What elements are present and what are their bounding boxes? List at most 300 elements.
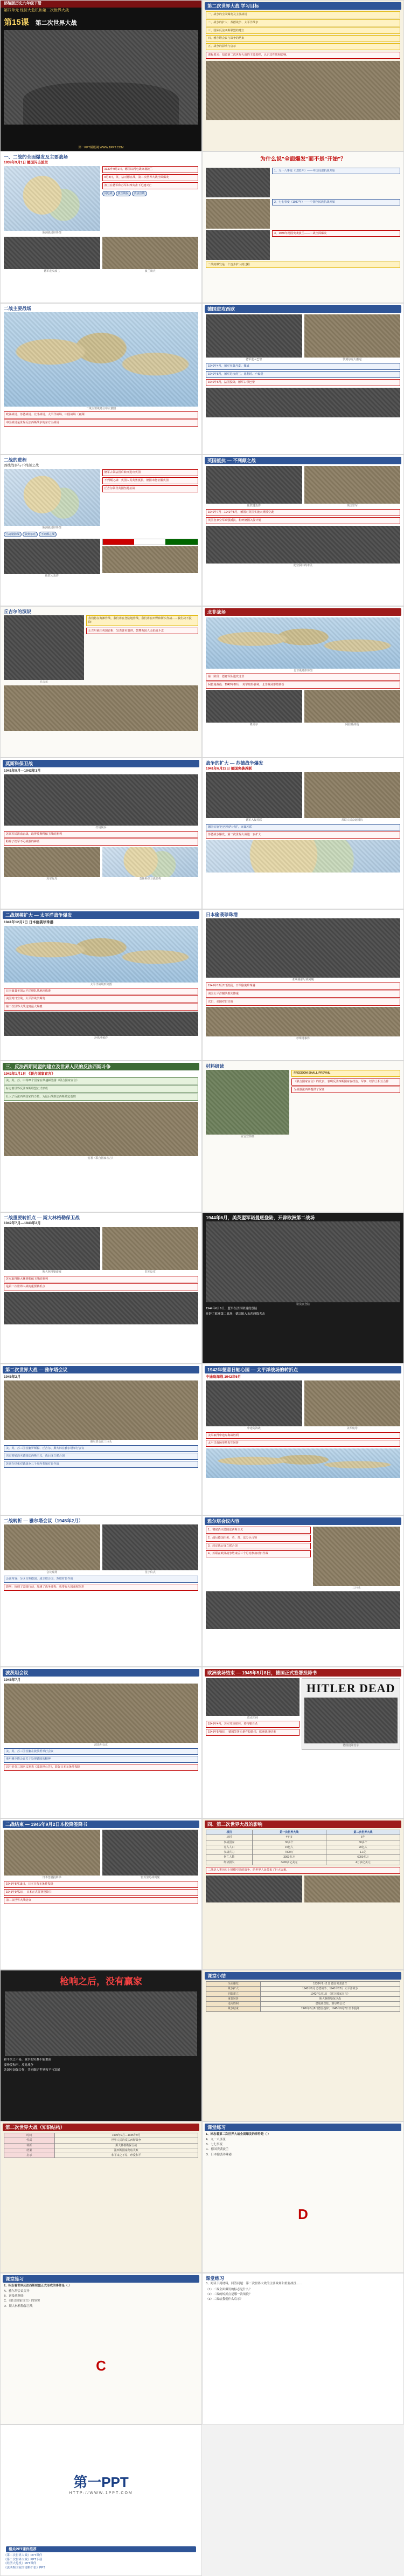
yalta1-cap: 雅尔塔会议三巨头 xyxy=(90,1440,112,1444)
impact-cell: 3000多万 xyxy=(252,1855,326,1860)
outline-item-4: 五、战争的影响与启示 xyxy=(206,43,400,50)
question-option-0: 1、九一八事变（1931年）——中国局部抗战开始 xyxy=(272,168,400,175)
slide-soviet-war[interactable] xyxy=(202,758,404,909)
progress-point-0: 德军占领法国后转而进攻英国 xyxy=(102,469,199,476)
soviet-cap-1: 苏联人民奋起抵抗 xyxy=(341,819,363,822)
structure-key: 时间 xyxy=(4,2133,55,2138)
slide-logo[interactable] xyxy=(0,2424,202,2576)
structure-val: 世界人民的反法西斯战争 xyxy=(54,2138,198,2143)
yaltac-item-1: 2、战后德国由美、英、苏、法分区占领 xyxy=(206,1535,311,1542)
soviet-photo-1 xyxy=(206,772,302,818)
outbreak-photo-2 xyxy=(102,237,199,269)
outbreak-title: 一、二战的全面爆发及主要战场 xyxy=(4,154,68,160)
material-point-0: 《联合国家宣言》的发表，表明反法西斯国家在政治、军事、经济上相互合作 xyxy=(291,1079,400,1086)
moscow-cap-0: 红场阅兵 xyxy=(95,826,107,830)
impact-note: 二战是人类历史上规模空前的战争，给世界人民带来了巨大灾难。 xyxy=(206,1867,400,1874)
structure-title: 第二次世界大战（知识结构） xyxy=(3,2124,199,2131)
table-row xyxy=(206,1982,400,1987)
impact-cell: 历时 xyxy=(206,1835,253,1840)
slide-potsdam[interactable] xyxy=(0,1667,202,1818)
summary-key: 重要转折 xyxy=(206,1996,261,2001)
soviet-point-0: 德国实施"巴巴罗萨计划"，突袭苏联 xyxy=(206,824,400,831)
slide-alliance[interactable] xyxy=(0,1061,202,1212)
ex2-option-c[interactable]: C．《联合国家宣言》的签署 xyxy=(4,2299,40,2303)
progress-photo-2 xyxy=(102,546,199,573)
slide-no-winner[interactable] xyxy=(0,1970,202,2121)
west-cap-1: 敦刻尔克大撤退 xyxy=(343,358,362,362)
slide-material-study[interactable] xyxy=(202,1061,404,1212)
cover-lesson-num: 第15课 xyxy=(4,17,29,27)
question-option-1: 2、七七事变（1937年）——中国全民族抗战开始 xyxy=(272,199,400,206)
nowinner-point-1: 要珍爱和平、反对战争 xyxy=(4,2063,34,2067)
slide-cover[interactable] xyxy=(0,0,202,152)
table-row xyxy=(206,1840,400,1845)
alliance-title: 三、反法西斯同盟的建立及世界人民的反法西斯斗争 xyxy=(3,1063,199,1070)
ger-cap-1: 德国投降签字 xyxy=(343,1743,359,1747)
ger-point-1: 1945年5月8日，德国签署无条件投降书，欧洲战事结束 xyxy=(206,1729,299,1736)
structure-key: 启示 xyxy=(4,2153,55,2158)
outbreak-cap-1: 波兰骑兵 xyxy=(144,269,156,273)
soviet-map xyxy=(206,840,400,873)
slide-yalta-2[interactable] xyxy=(0,1515,202,1667)
table-row xyxy=(206,1855,400,1860)
theatres-point-1: 中国战场是世界反法西斯战争的东方主战场 xyxy=(4,420,198,427)
ex1-option-a[interactable]: A．九一八事变 xyxy=(206,2138,226,2141)
yaltac-cap: 三巨头 xyxy=(352,1586,361,1590)
west-photo-1 xyxy=(206,314,302,358)
ex3-sub-0: （1）二战全面爆发的标志是什么？ xyxy=(206,2288,252,2291)
stalingrad-point-0: 苏军取得斯大林格勒保卫战的胜利 xyxy=(4,1276,198,1283)
impact-cell: 60多个 xyxy=(326,1840,400,1845)
pearl-photo-2 xyxy=(206,1007,400,1036)
slide-summary[interactable] xyxy=(202,1970,404,2121)
alliance-point-1: 标志着世界反法西斯联盟正式形成 xyxy=(4,1086,198,1093)
potsdam-subtitle: 1945年7月 xyxy=(4,1678,21,1682)
britain-cap-2: 防空洞中的市民 xyxy=(293,564,312,567)
midway-cap-0: 中途岛海战 xyxy=(247,1427,261,1431)
pacific-cap-0: 珍珠港被炸 xyxy=(94,1036,108,1040)
progress-tag-0: 马奇诺防线 xyxy=(4,532,22,537)
ger-cap-0: 攻克柏林 xyxy=(247,1716,258,1720)
yaltac-item-0: 1、彻底消灭德国法西斯主义 xyxy=(206,1527,311,1534)
ex1-title: 课堂练习 xyxy=(205,2124,401,2131)
structure-key: 转折 xyxy=(4,2143,55,2148)
slide-outline[interactable] xyxy=(202,0,404,152)
yaltac-item-2: 3、决定战后成立联合国 xyxy=(206,1543,311,1550)
nowinner-photo xyxy=(5,1991,197,2056)
ex2-option-b[interactable]: B．诺曼底登陆 xyxy=(4,2295,24,2298)
progress-cap-0: 欧洲战场形势图 xyxy=(42,526,61,530)
ex1-answer: D xyxy=(298,2206,308,2223)
yalta1-title: 第二次世界大战 — 雅尔塔会议 xyxy=(3,1366,199,1373)
cover-photo xyxy=(4,30,198,125)
midway-point-0: 美军取得中途岛海战胜利 xyxy=(206,1432,400,1439)
ex2-question: 2、标志着世界反法西斯联盟正式形成的事件是（ ） xyxy=(4,2284,72,2288)
progress-photo xyxy=(4,539,100,574)
progress-title: 二战的进程 xyxy=(4,457,27,463)
africa-cap-1: 隆美尔 xyxy=(249,723,258,726)
slide-structure[interactable] xyxy=(0,2121,202,2273)
ger-photo-1 xyxy=(206,1678,299,1716)
west-cap-0: 德军进入巴黎 xyxy=(246,358,262,362)
slide-yalta-content[interactable] xyxy=(202,1515,404,1667)
summary-val: 1945年5月8日德国投降；1945年9月2日日本投降 xyxy=(260,2007,400,2011)
table-row xyxy=(4,2143,198,2148)
table-row xyxy=(206,1987,400,1991)
table-row xyxy=(4,2153,198,2158)
slide-moscow[interactable] xyxy=(0,758,202,909)
summary-key: 战争扩大 xyxy=(206,1987,261,1991)
table-row xyxy=(206,2002,400,2007)
structure-val: 法西斯国家彻底失败 xyxy=(54,2148,198,2153)
outbreak-cap-0: 德军进攻波兰 xyxy=(44,269,60,273)
material-point-1: 为战胜法西斯提供了保证 xyxy=(291,1087,400,1094)
ex2-option-d[interactable]: D．斯大林格勒保卫战 xyxy=(4,2304,33,2308)
impact-table xyxy=(206,1830,400,1865)
table-row xyxy=(4,2133,198,2138)
related-title: 相关PPT课件推荐 xyxy=(6,2546,196,2553)
progress-point-1: 不列颠之战：英国人民英勇抵抗，德国未能征服英国 xyxy=(102,477,199,484)
slide-outbreak[interactable] xyxy=(0,152,202,303)
impact-cell: 参战国家 xyxy=(206,1840,253,1845)
britain-photo-2 xyxy=(304,466,401,504)
summary-val: 1939年9月1日 德国突袭波兰 xyxy=(260,1982,400,1987)
potsdam-title: 波茨坦会议 xyxy=(3,1669,199,1677)
summary-val: 1941年6月 苏德战争；1941年12月 太平洋战争 xyxy=(260,1987,400,1991)
structure-table xyxy=(4,2133,198,2158)
jp-cap-1: 密苏里号战列舰 xyxy=(141,1876,160,1880)
structure-val: 1939年9月—1945年9月 xyxy=(54,2133,198,2138)
impact-cell: 7000万 xyxy=(252,1850,326,1855)
midway-photo-2 xyxy=(304,1380,401,1426)
soviet-point-1: 苏德战争爆发，第二次世界大战进一步扩大 xyxy=(206,832,400,839)
slide-north-africa[interactable] xyxy=(202,606,404,758)
jp-point-2: 第二次世界大战结束 xyxy=(4,1897,198,1904)
impact-th-2: 第二次世界大战 xyxy=(326,1830,400,1835)
progress-map xyxy=(4,469,100,526)
potsdam-point-2: 以中美英三国名义发表《波茨坦公告》，敦促日本无条件投降 xyxy=(4,1764,198,1771)
ger-photo-2 xyxy=(304,1698,398,1743)
impact-cell: 20亿人 xyxy=(326,1845,400,1850)
impact-cell: 3400多亿美元 xyxy=(252,1860,326,1865)
outbreak-subtitle: 1939年9月1日 德国闪击波兰 xyxy=(4,161,48,165)
ex1-option-c[interactable]: C．德国突袭波兰 xyxy=(206,2148,229,2152)
impact-cell: 15亿人 xyxy=(252,1845,326,1850)
ex3-sub-1: （2）二战的转折点是哪一次战役？ xyxy=(206,2293,252,2297)
slide-impact-table[interactable] xyxy=(202,1818,404,1970)
pacific-point-1: 美国对日宣战，太平洋战争爆发 xyxy=(4,995,198,1002)
impact-th-0: 项目 xyxy=(206,1830,253,1835)
midway-point-1: 太平洋战场形势发生转折 xyxy=(206,1440,400,1447)
midway-photo-1 xyxy=(206,1380,302,1426)
progress-cap-1: 伦敦大轰炸 xyxy=(45,574,59,578)
africa-cap-0: 北非战场形势图 xyxy=(293,669,312,673)
jp-cap-0: 日本签署投降书 xyxy=(42,1876,61,1880)
midway-subtitle: 中途岛海战 1942年6月 xyxy=(206,1375,241,1379)
churchill-photo-2 xyxy=(4,685,198,731)
impact-cell: 30多个 xyxy=(252,1840,326,1845)
jp-point-1: 1945年9月2日，日本正式签署投降书 xyxy=(4,1889,198,1896)
summary-val: 诺曼底登陆、雅尔塔会议 xyxy=(260,2002,400,2007)
soviet-photo-2 xyxy=(304,772,401,818)
west-point-0: 1940年4月，德军突袭丹麦、挪威 xyxy=(206,363,400,370)
stalingrad-subtitle: 1942年7月—1943年2月 xyxy=(4,1221,41,1226)
ex3-title: 课堂练习 xyxy=(206,2276,225,2281)
outline-title: 第二次世界大战 学习目标 xyxy=(205,2,401,10)
question-photo-1 xyxy=(206,168,270,197)
stalingrad-cap-0: 斯大林格勒废墟 xyxy=(42,1270,61,1274)
africa-map xyxy=(206,617,400,669)
soviet-title: 战争的扩大 — 苏德战争爆发 xyxy=(206,760,263,766)
impact-cell: 6000多万 xyxy=(326,1855,400,1860)
summary-key: 战争结束 xyxy=(206,2007,261,2011)
slide-britain[interactable] xyxy=(202,455,404,606)
ex1-option-d[interactable]: D．日本偷袭珍珠港 xyxy=(206,2153,232,2156)
africa-title: 北非战场 xyxy=(205,608,401,616)
material-poster xyxy=(206,1070,289,1135)
summary-key: 全面爆发 xyxy=(206,1982,261,1987)
yalta2-point-1: 影响：协调了盟国行动，加速了战争进程；也带有大国强权色彩 xyxy=(4,1584,198,1591)
ex2-option-a[interactable]: A．雅尔塔会议召开 xyxy=(4,2289,30,2293)
outbreak-tag-2: 英法宣战 xyxy=(132,191,147,196)
alliance-point-0: 美、英、苏、中等26个国家在华盛顿签署《联合国家宣言》 xyxy=(4,1077,198,1084)
cover-title: 第二次世界大战 xyxy=(35,19,77,26)
impact-cell: 经济损失 xyxy=(206,1860,253,1865)
africa-photo-2 xyxy=(304,690,401,723)
moscow-point-0: 苏联军民浴血奋战，取得莫斯科保卫战的胜利 xyxy=(4,831,198,838)
table-row xyxy=(206,1845,400,1850)
yalta1-subtitle: 1945年2月 xyxy=(4,1375,21,1379)
theatres-cap: 二战主要战场分布示意图 xyxy=(86,407,116,411)
cover-footer: 第一PPT模板网 WWW.1PPT.COM xyxy=(78,146,124,150)
alliance-cap: 签署《联合国家宣言》 xyxy=(87,1156,115,1160)
normandy-photo xyxy=(206,1221,400,1302)
pacific-point-2: 第二次世界大战达到最大规模 xyxy=(4,1004,198,1011)
west-photo-3 xyxy=(206,388,400,417)
pacific-subtitle: 1941年12月7日 日本偷袭珍珠港 xyxy=(4,921,54,925)
britain-photo-1 xyxy=(206,466,302,504)
ger-headline: HITLER DEAD xyxy=(307,1681,395,1695)
pacific-map xyxy=(4,926,198,983)
west-point-2: 1940年6月，法国投降，德军占领巴黎 xyxy=(206,379,400,386)
ex2-answer: C xyxy=(96,2358,106,2374)
moscow-map xyxy=(102,847,199,877)
yalta1-point-0: 美、英、苏三国首脑罗斯福、丘吉尔、斯大林在雅尔塔举行会议 xyxy=(4,1445,198,1452)
britain-point-0: 1940年7月—1941年5月，德国对英国实施大规模空袭 xyxy=(206,509,400,516)
ger-point-0: 1945年4月，苏军攻克柏林，希特勒自杀 xyxy=(206,1721,299,1728)
summary-key: 同盟建立 xyxy=(206,1991,261,1996)
table-row xyxy=(206,1835,400,1840)
ex1-option-b[interactable]: B．七七事变 xyxy=(206,2143,223,2147)
stalingrad-photo-3 xyxy=(4,1292,198,1324)
jp-title: 二战结束 — 1945年9月2日本投降签降书 xyxy=(3,1821,199,1828)
moscow-photo-1 xyxy=(4,774,198,826)
impact-cell: 4万多亿美元 xyxy=(326,1860,400,1865)
outbreak-point-0: 1939年9月1日，德国以闪电战突袭波兰 xyxy=(102,166,199,173)
impact-photo-2 xyxy=(304,1876,401,1902)
table-row xyxy=(4,2138,198,2143)
africa-point-0: 第一阶段：德意军队进攻北非 xyxy=(206,674,400,681)
pacific-point-0: 日本偷袭美国太平洋舰队基地珍珠港 xyxy=(4,988,198,995)
impact-cell: 卷入人口 xyxy=(206,1845,253,1850)
alliance-point-2: 壮大了反法西斯国家的力量，为最后战胜法西斯奠定基础 xyxy=(4,1094,198,1101)
slide-exercise-3[interactable] xyxy=(202,2273,404,2424)
impact-cell: 4年多 xyxy=(252,1835,326,1840)
midway-title: 1942年德意日轴心国 — 太平洋战场的转折点 xyxy=(205,1366,401,1373)
ger-title: 欧洲战场结束 — 1945年5月8日，德国正式签署投降书 xyxy=(205,1669,401,1677)
cover-band: 部编版历史九年级下册 xyxy=(1,1,201,8)
pearl-point-0: 1941年12月7日清晨，日军偷袭珍珠港 xyxy=(206,983,400,990)
midway-cap-1: 美军航母 xyxy=(346,1427,358,1431)
slide-japan-surrender[interactable] xyxy=(0,1818,202,1970)
moscow-point-1: 粉碎了德军不可战胜的神话 xyxy=(4,839,198,846)
table-row xyxy=(4,2148,198,2153)
pearl-cap-0: 亚利桑那号战列舰 xyxy=(292,978,314,982)
table-row xyxy=(206,1991,400,1996)
nowinner-title: 枪响之后，没有赢家 xyxy=(60,1976,142,1987)
outbreak-map xyxy=(4,166,100,231)
yaltac-photo xyxy=(313,1527,400,1586)
structure-key: 结果 xyxy=(4,2148,55,2153)
logo-text: 第一PPT xyxy=(73,2474,129,2490)
logo-url: HTTP://WWW.1PPT.COM xyxy=(69,2491,133,2495)
impact-title: 四、第二次世界大战的影响 xyxy=(205,1821,401,1828)
progress-tag-2: 不列颠之战 xyxy=(39,532,57,537)
slide-theatres[interactable] xyxy=(0,303,202,455)
question-photo-2 xyxy=(206,199,270,229)
ex3-question: 3、阅读下列材料，回答问题：第二次世界大战的主要战场和重要战役…… xyxy=(206,2282,303,2286)
outline-photo xyxy=(206,61,400,120)
yalta1-point-2: 苏联在结束对德战争三个月内参加对日作战 xyxy=(4,1461,198,1468)
structure-val: 和平来之不易，珍爱和平 xyxy=(54,2153,198,2158)
related-item-1[interactable]: 《第二次世界大战》PPT下载 xyxy=(4,2558,43,2561)
stalingrad-cap-1: 苏军反攻 xyxy=(144,1270,156,1274)
jp-point-0: 1945年8月15日，日本宣布无条件投降 xyxy=(4,1881,198,1888)
slide-churchill[interactable] xyxy=(0,606,202,758)
moscow-cap-2: 莫斯科保卫战形势 xyxy=(139,877,161,881)
slide-west-europe[interactable] xyxy=(202,303,404,455)
cover-unit: 第四单元 经济大危机和第二次世界大战 xyxy=(4,8,69,12)
normandy-point-0: 1944年6月6日，盟军在法国诺曼底登陆 xyxy=(206,1307,257,1311)
outbreak-tag-1: 波兰战役 xyxy=(116,191,131,196)
structure-val: 斯大林格勒保卫战 xyxy=(54,2143,198,2148)
pearl-cap-1: 珍珠港事件 xyxy=(296,1036,310,1040)
ex2-title: 课堂练习 xyxy=(3,2275,199,2283)
west-title: 德国进攻西欧 xyxy=(205,305,401,313)
normandy-point-1: 开辟了欧洲第二战场，德国陷入东西两线夹击 xyxy=(206,1312,266,1316)
stalingrad-title: 二战重要转折点 — 斯大林格勒保卫战 xyxy=(4,1215,80,1220)
slide-yalta-1[interactable] xyxy=(0,1364,202,1515)
slide-midway[interactable] xyxy=(202,1364,404,1515)
yalta2-photo-2 xyxy=(102,1524,199,1570)
nowinner-point-0: 和平来之不易，战争的灾难不能重演 xyxy=(4,2058,52,2062)
slide-exercise-1[interactable] xyxy=(202,2121,404,2273)
related-item-2[interactable]: 《经济大危机》PPT课件 xyxy=(4,2562,37,2566)
slide-progress[interactable] xyxy=(0,455,202,606)
midway-map xyxy=(206,1448,400,1478)
alliance-photo xyxy=(4,1102,198,1156)
slide-exercise-2[interactable] xyxy=(0,2273,202,2424)
churchill-cap: 丘吉尔 xyxy=(39,681,48,684)
question-photo-3 xyxy=(206,230,270,260)
outline-item-0: 一、战争的全面爆发及主要战场 xyxy=(206,11,400,18)
slide-pearl-harbor[interactable] xyxy=(202,909,404,1061)
nowinner-point-2: 各国应加强合作，共同维护世界和平与发展 xyxy=(4,2069,60,2072)
material-title: 材料研读 xyxy=(206,1063,225,1069)
yalta2-title: 二战转折 — 雅尔塔会议（1945年2月） xyxy=(4,1518,83,1523)
pacific-photo xyxy=(4,1012,198,1036)
pearl-photo-1 xyxy=(206,918,400,978)
impact-photo-1 xyxy=(206,1876,302,1902)
stalingrad-photo-2 xyxy=(102,1227,199,1270)
progress-point-2: 丘吉尔领导英国坚持抗战 xyxy=(102,485,199,492)
slide-pacific-war[interactable] xyxy=(0,909,202,1061)
churchill-point: 丘吉尔就任英国首相，发表著名演讲，鼓舞英国人民抗战斗志 xyxy=(86,628,198,635)
potsdam-point-1: 重申雅尔塔会议关于处理德国的精神 xyxy=(4,1756,198,1763)
progress-flag xyxy=(102,539,199,545)
question-title: 为什么说"全面爆发"而不是"开始"？ xyxy=(260,156,346,162)
impact-th-1: 第一次世界大战 xyxy=(252,1830,326,1835)
slide-germany-surrender[interactable] xyxy=(202,1667,404,1818)
moscow-cap-1: 苏军反攻 xyxy=(46,877,58,881)
west-point-1: 1940年5月，德军进攻荷兰、比利时、卢森堡 xyxy=(206,371,400,378)
west-photo-2 xyxy=(304,314,401,358)
summary-val: 斯大林格勒保卫战 xyxy=(260,1996,400,2001)
impact-cell: 1.1亿 xyxy=(326,1850,400,1855)
churchill-title: 丘吉尔的演说 xyxy=(4,609,32,614)
soviet-subtitle: 1941年6月22日 德国突袭苏联 xyxy=(206,767,252,771)
jp-photo-1 xyxy=(4,1830,100,1876)
impact-cell: 伤亡人数 xyxy=(206,1855,253,1860)
question-note: 二战的爆发是一个逐步扩大的过程 xyxy=(206,262,400,269)
progress-tag-1: 敦刻尔克 xyxy=(23,532,38,537)
moscow-photo-2 xyxy=(4,847,100,877)
stalingrad-photo-1 xyxy=(4,1227,100,1270)
ex1-question: 1、标志着第二次世界大战全面爆发的事件是（ ） xyxy=(206,2133,271,2137)
soviet-cap-0: 德军入侵苏联 xyxy=(246,819,262,822)
jp-photo-2 xyxy=(102,1830,199,1876)
ex3-sub-2: （3）二战给我们什么启示？ xyxy=(206,2298,243,2302)
impact-cell: 参战兵力 xyxy=(206,1850,253,1855)
britain-title: 英国抵抗 — 不列颠之战 xyxy=(205,457,401,464)
slide-stalingrad[interactable] xyxy=(0,1212,202,1364)
slide-question-outbreak[interactable] xyxy=(202,152,404,303)
summary-key: 走向胜利 xyxy=(206,2002,261,2007)
africa-cap-2: 阿拉曼战役 xyxy=(345,723,359,726)
outbreak-tag-0: 闪电战 xyxy=(102,191,115,196)
outbreak-cap-2: 欧洲战场形势图 xyxy=(42,231,61,235)
related-item-3[interactable]: 《法西斯国家的侵略扩张》PPT xyxy=(4,2566,45,2570)
slide-normandy[interactable] xyxy=(202,1212,404,1364)
britain-photo-3 xyxy=(206,526,400,564)
potsdam-photo xyxy=(4,1684,198,1743)
stalingrad-point-1: 是第二次世界大战的重要转折点 xyxy=(4,1283,198,1290)
britain-cap-1: 英国空军 xyxy=(346,504,358,508)
yaltac-item-3: 4、苏联在欧洲战争结束后三个月内参加对日作战 xyxy=(206,1550,311,1557)
outline-item-2: 三、国际反法西斯联盟的建立 xyxy=(206,28,400,35)
outbreak-point-1: 9月3日，英、法对德宣战，第二次世界大战全面爆发 xyxy=(102,174,199,181)
yalta2-cap-1: 签字仪式 xyxy=(144,1571,156,1575)
impact-cell: 6年 xyxy=(326,1835,400,1840)
africa-point-1: 阿拉曼战役：1942年10月，英军取得胜利，北非战场形势转折 xyxy=(206,682,400,689)
pearl-point-2: 次日，美国对日宣战 xyxy=(206,999,400,1006)
yaltac-title: 雅尔塔会议内容 xyxy=(205,1517,401,1525)
churchill-quote: 我们将在海滩作战，我们将在登陆地作战，我们将在田野和街头作战……我们决不投降！ xyxy=(86,615,198,626)
yalta2-point-0: 会议内容：分区占领德国、成立联合国、苏联对日作战 xyxy=(4,1576,198,1583)
churchill-photo xyxy=(4,615,84,680)
material-cap: 宣言宣传画 xyxy=(241,1135,255,1139)
related-item-0[interactable]: 《第二次世界大战》PPT课件 xyxy=(4,2554,43,2558)
